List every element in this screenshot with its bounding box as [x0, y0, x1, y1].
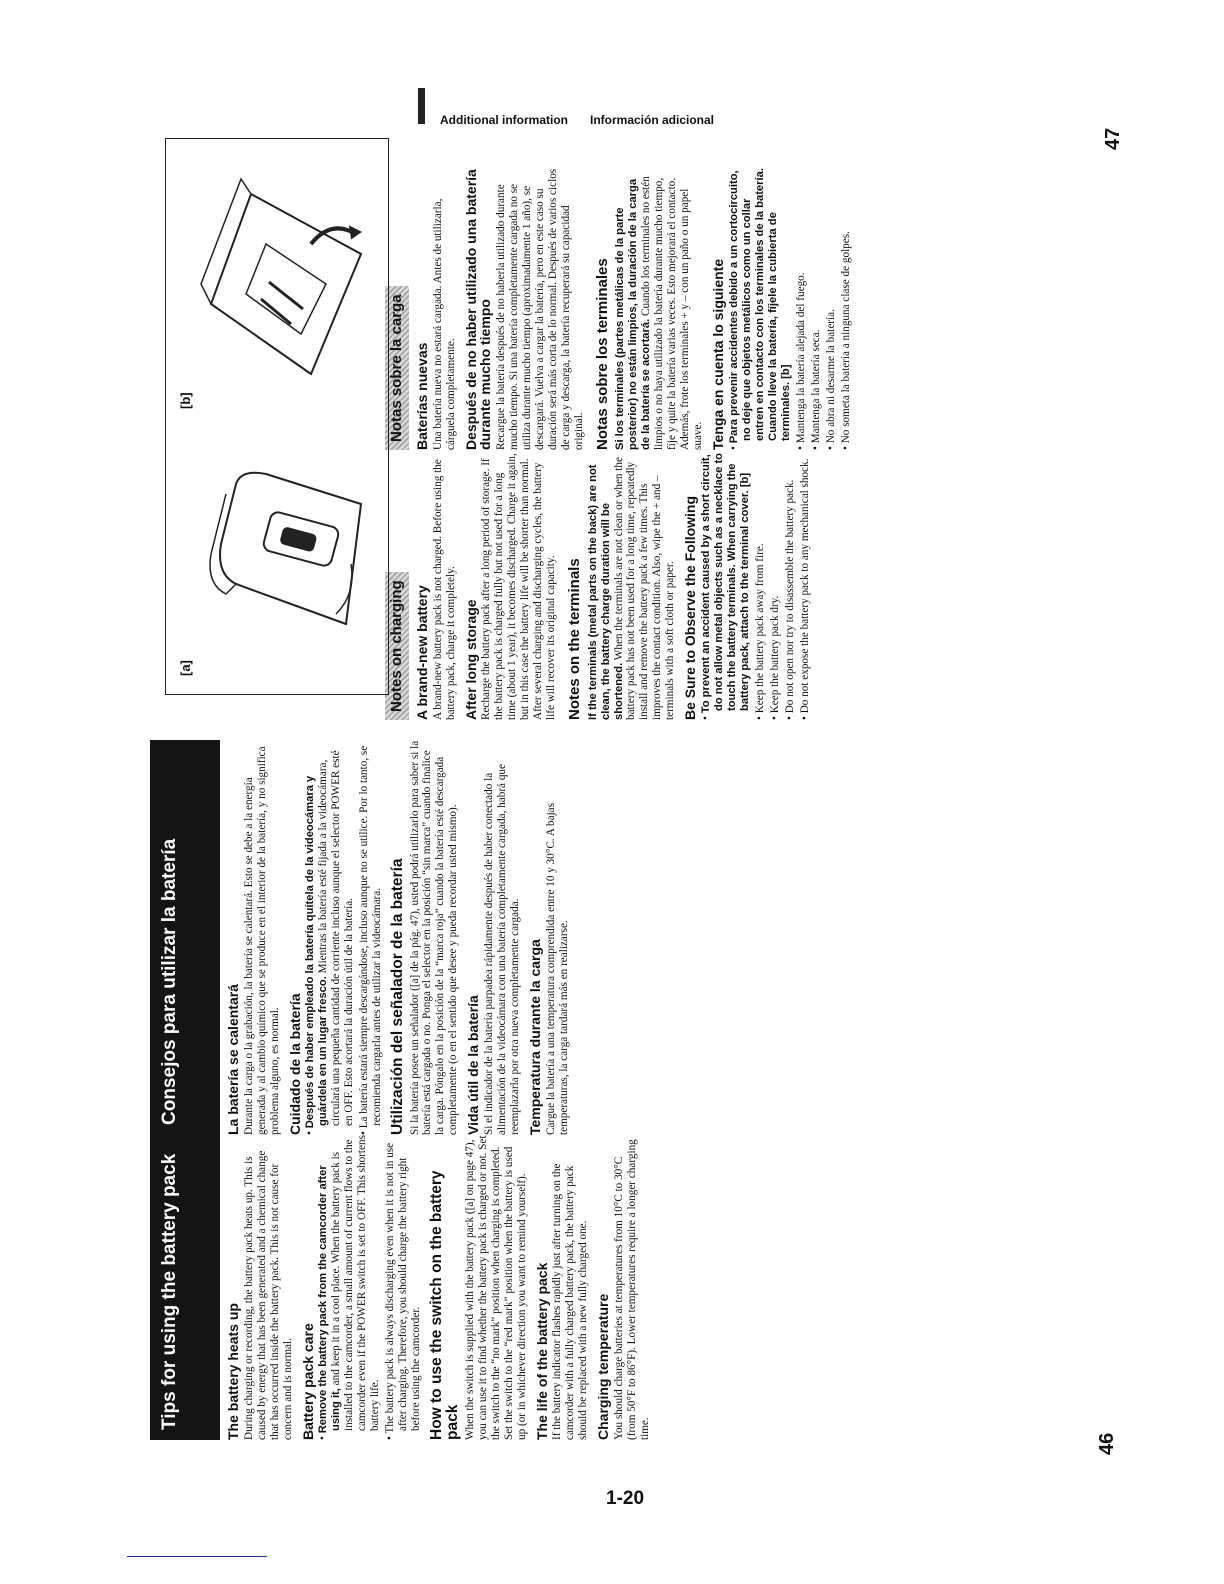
- para-terminals-en-bold: If the terminals (metal parts on the back) are not clean, the battery charge duration will be shortened.: [586, 464, 625, 720]
- bullet-cuidado-2-text: La batería estará siempre descargándose, incluso aunque no se utilice. Por lo tanto, se recomienda cargarla antes de utilizar la videocámara.: [358, 745, 384, 1129]
- heading-mucho-tiempo: Después de no haber utilizado una batería durante mucho tiempo: [462, 169, 494, 450]
- bullet-observe-en-2: • Keep the battery pack away from fire.: [754, 543, 767, 720]
- para-baterias-nuevas: Una batería nueva no estará cargada. Antes de utilizarla, cárguela completamente.: [431, 198, 457, 450]
- bullet-cuidado-1-text: Mientras la batería esté fijada a la videocámara, circulará una pequeña cantidad de corriente incluso aunque el selector POWER esté en OFF. Esto acortará la duración útil de la batería.: [317, 750, 356, 1126]
- figure-label-a: [a]: [178, 660, 193, 676]
- para-terminales-es-bold: Si los terminales (partes metálicas de la parte posterior) no están limpios, la duración de la carga de la batería se acortará.: [614, 178, 653, 450]
- column-en-notes: [385, 450, 814, 720]
- battery-switch-illustration: [196, 454, 376, 654]
- para-senalador: Si la batería posee un señalador ([a] de la pág. 47), usted podrá utilizarlo para saber si la batería está cargada o no. Ponga el selector en la posición “sin marca” cuando finalice la carga. Póngalo en la posición de la “marca roja” cuando la batería esté descargada completamente (o en el sentido que desee y pueda recordar usted mismo).: [408, 740, 460, 1135]
- heading-brand-new: A brand-new battery: [413, 585, 430, 720]
- banner-tips-en: Tips for using the battery pack: [150, 1135, 220, 1440]
- battery-illustration-box: [165, 138, 389, 695]
- heading-baterias-nuevas: Baterías nuevas: [413, 342, 430, 450]
- bullet-observe-en-2-text: Keep the battery pack away from fire.: [754, 543, 767, 714]
- para-vida-util: Si el indicador de la batería parpadea rápidamente después de haber conectado la alimentación de la videocámara con una batería completamente cargada, habrá que reemplazarla por otra nueva completamente cargada.: [483, 764, 522, 1135]
- column-es-tips: [150, 740, 573, 1135]
- bullet-observe-es-4: • No abra ni desarme la batería.: [824, 309, 837, 450]
- heading-heats-up: The battery heats up: [225, 1303, 241, 1440]
- para-terminals-en: [587, 450, 678, 720]
- banner-tips-es: Consejos para utilizar la batería: [150, 740, 220, 1135]
- page-number-left: 46: [1096, 1432, 1118, 1455]
- bullet-observe-es-5: • No someta la batería a ninguna clase de golpes.: [839, 231, 852, 450]
- heading-pack-care: Battery pack care: [299, 1323, 316, 1440]
- bullet-observe-es-2: • Mantenga la batería alejada del fuego.: [794, 272, 807, 450]
- para-brand-new: A brand-new battery pack is not charged. Before using the battery pack, charge it completely.: [431, 459, 457, 720]
- heading-terminals-en: Notes on the terminals: [566, 558, 584, 720]
- bullet-observe-es-1: • Para prevenir accidentes debido a un cortocircuito, no deje que objetos metálicos como un collar entren en contacto con los terminales de la batería. Cuando lleve la batería, fíjele la cubierta de terminales. [b]: [727, 168, 792, 450]
- para-temperature: You should charge batteries at temperatures from 10°C to 30°C (from 50°F to 86°F). Lower temperatures require a longer charging time.: [612, 1139, 651, 1440]
- figure-label-b: [b]: [178, 392, 193, 409]
- section-title-en: Additional information: [440, 113, 568, 127]
- section-marker-bar: [418, 88, 425, 124]
- heading-long-storage: After long storage: [462, 599, 479, 720]
- bullet-observe-es-3-text: Mantenga la batería seca.: [809, 329, 822, 444]
- para-terminals-en-text: When the terminals are not clean or when the battery pack has not been used for a long time, repeatedly install and remove the battery pack a few times. This improves the contact condition. Also, wipe the + and – terminals with a soft cloth or paper.: [612, 457, 677, 720]
- bullet-observe-en-5-text: Do not expose the battery pack to any mechanical shock.: [799, 458, 811, 714]
- bullet-observe-es-4-text: No abra ni desarme la batería.: [824, 309, 837, 444]
- para-long-storage: Recharge the battery pack after a long period of storage. If the battery pack is charged fully but not used for a long time (about 1 year), it becomes discharged. Charge it again, but in this case the battery life will be shorter than normal. After several charging and discharging cycles, the battery life will recover its original capacity.: [480, 453, 558, 720]
- para-heats-up: During charging or recording, the battery pack heats up. This is caused by energy that has been generated and a chemical change that has occurred inside the battery pack. This is not cause for concern and is normal.: [242, 1150, 294, 1440]
- sheet-number: 1-20: [606, 1488, 645, 1509]
- terminal-cover-illustration: [191, 164, 376, 394]
- heading-calentara: La batería se calentará: [225, 984, 241, 1135]
- bullet-observe-en-5: • Do not expose the battery pack to any mechanical shock.: [799, 458, 811, 720]
- heading-temperatura: Temperatura durante la carga: [527, 939, 544, 1135]
- para-switch: When the switch is supplied with the battery pack ([a] on page 47), you can use it to find whether the battery pack is charged or not. Set the switch to the “no mark” position when charging is completed. Set the switch to the “red mark” position when the battery is used up (or in whichever direction you want to remind yourself).: [463, 1135, 528, 1440]
- bullet-observe-en-4: • Do not open nor try to disassemble the battery pack.: [784, 479, 797, 720]
- banner-notes-en: Notes on charging: [385, 572, 409, 720]
- rotated-page-content: [150, 160, 870, 1440]
- heading-observe-es: Tenga en cuenta lo siguiente: [710, 258, 727, 450]
- heading-life: The life of the battery pack: [533, 1262, 550, 1440]
- bullet-care-1-bold: Remove the battery pack from the camcorder after using it,: [317, 1165, 343, 1434]
- bullet-observe-en-4-text: Do not open nor try to disassemble the battery pack.: [784, 479, 797, 714]
- heading-temperature: Charging temperature: [595, 1293, 612, 1440]
- bullet-observe-es-2-text: Mantenga la batería alejada del fuego.: [794, 272, 807, 444]
- divider-line: [127, 1556, 267, 1557]
- bullet-observe-en-1-text: To prevent an accident caused by a short circuit, do not allow metal objects such as a necklace to touch the battery terminals. When carrying the battery pack, attach to the terminal cover. [b]: [700, 452, 752, 714]
- para-life: If the battery indicator flashes rapidly just after turning on the camcorder with a fully charged battery pack, the battery pack should be replaced with a new fully charged one.: [551, 1163, 590, 1440]
- page-number-right: 47: [1102, 127, 1124, 150]
- bullet-cuidado-1: • Después de haber empleado la batería quítela de la videocámara y guárdela en un lugar fresco. Mientras la batería esté fijada a la videocámara, circulará una pequeña cantidad de corriente incluso aunque el selector POWER esté en OFF. Esto acortará la duración útil de la batería.: [304, 750, 356, 1135]
- heading-terminales-es: Notas sobre los terminales: [593, 258, 611, 450]
- bullet-observe-en-1: • To prevent an accident caused by a short circuit, do not allow metal objects such as a necklace to touch the battery terminals. When carrying the battery pack, attach to the terminal cover. [b]: [700, 452, 752, 720]
- para-calentara: Durante la carga o la grabación, la batería se calentará. Esto se debe a la energía generada y al cambio químico que se produce en el interior de la batería, y no significa problema alguno, es normal.: [242, 746, 281, 1135]
- bullet-observe-en-3: • Keep the battery pack dry.: [769, 595, 782, 720]
- heading-switch: How to use the switch on the battery pack: [428, 1170, 462, 1440]
- banner-notes-es: Notas sobre la carga: [385, 286, 409, 450]
- bullet-observe-es-1-text: Para prevenir accidentes debido a un cortocircuito, no deje que objetos metálicos como un collar entren en contacto con los terminales de la batería. Cuando lleve la batería, fíjele la cubierta de terminales. [b]: [727, 168, 792, 444]
- para-terminales-es-text: Cuando los terminales no estén limpios o no haya utilizado la batería durante mucho tiempo, fíje y quite la batería varias veces. Esto mejorará el contacto. Además, frote los terminales + y – con un paño o un papel suave.: [640, 176, 705, 450]
- heading-vida-util: Vida útil de la batería: [465, 995, 482, 1135]
- bullet-care-1: • Remove the battery pack from the camcorder after using it, and keep it in a cool place. When the battery pack is installed to the camcorder, a small amount of current flows to the camcorder even if the POWER switch is set to OFF. This shortens battery life.: [317, 1135, 382, 1440]
- bullet-cuidado-1-bold: Después de haber empleado la batería quítela de la videocámara y guárdela en un lugar fresco.: [304, 775, 330, 1129]
- heading-observe-en: Be Sure to Observe the Following: [682, 495, 699, 720]
- section-title-es: Información adicional: [590, 113, 715, 127]
- heading-cuidado: Cuidado de la batería: [286, 993, 303, 1135]
- bullet-care-1-text: and keep it in a cool place. When the battery pack is installed to the camcorder, a small amount of current flows to the camcorder even if the POWER switch is set to OFF. This shortens battery life.: [330, 1135, 382, 1431]
- bullet-care-2-text: The battery pack is always discharging even when it is not in use after charging. Therefore, you should charge the battery right before using the camcorder.: [384, 1142, 423, 1434]
- bullet-cuidado-2: • La batería estará siempre descargándose, incluso aunque no se utilice. Por lo tanto, se recomienda cargarla antes de utilizar la videocámara.: [358, 745, 384, 1135]
- para-mucho-tiempo: Recargue la batería después de no haberla utilizado durante mucho tiempo. Si una batería completamente cargada no se utiliza durante mucho tiempo (aproximadamente 1 año), se descargará. Vuelva a cargar la batería, pero en este caso su duración será más corta de lo normal. Después de varios ciclos de carga y descarga, la batería recuperará su capacidad original.: [494, 168, 585, 450]
- bullet-care-2: • The battery pack is always discharging even when it is not in use after charging. Therefore, you should charge the battery right before using the camcorder.: [384, 1142, 423, 1440]
- column-es-notes: [385, 165, 855, 450]
- column-en-tips: [150, 1135, 654, 1440]
- heading-senalador: Utilización del señalador de la batería: [389, 858, 407, 1135]
- bullet-observe-es-3: • Mantenga la batería seca.: [809, 329, 822, 450]
- para-temperatura: Cargue la batería a una temperatura comprendida entre 10 y 30°C. A bajas temperaturas, la carga tardará más en realizarse.: [544, 802, 570, 1135]
- para-terminales-es: [614, 165, 705, 450]
- bullet-observe-en-3-text: Keep the battery pack dry.: [769, 595, 782, 714]
- bullet-observe-es-5-text: No someta la batería a ninguna clase de golpes.: [839, 231, 852, 444]
